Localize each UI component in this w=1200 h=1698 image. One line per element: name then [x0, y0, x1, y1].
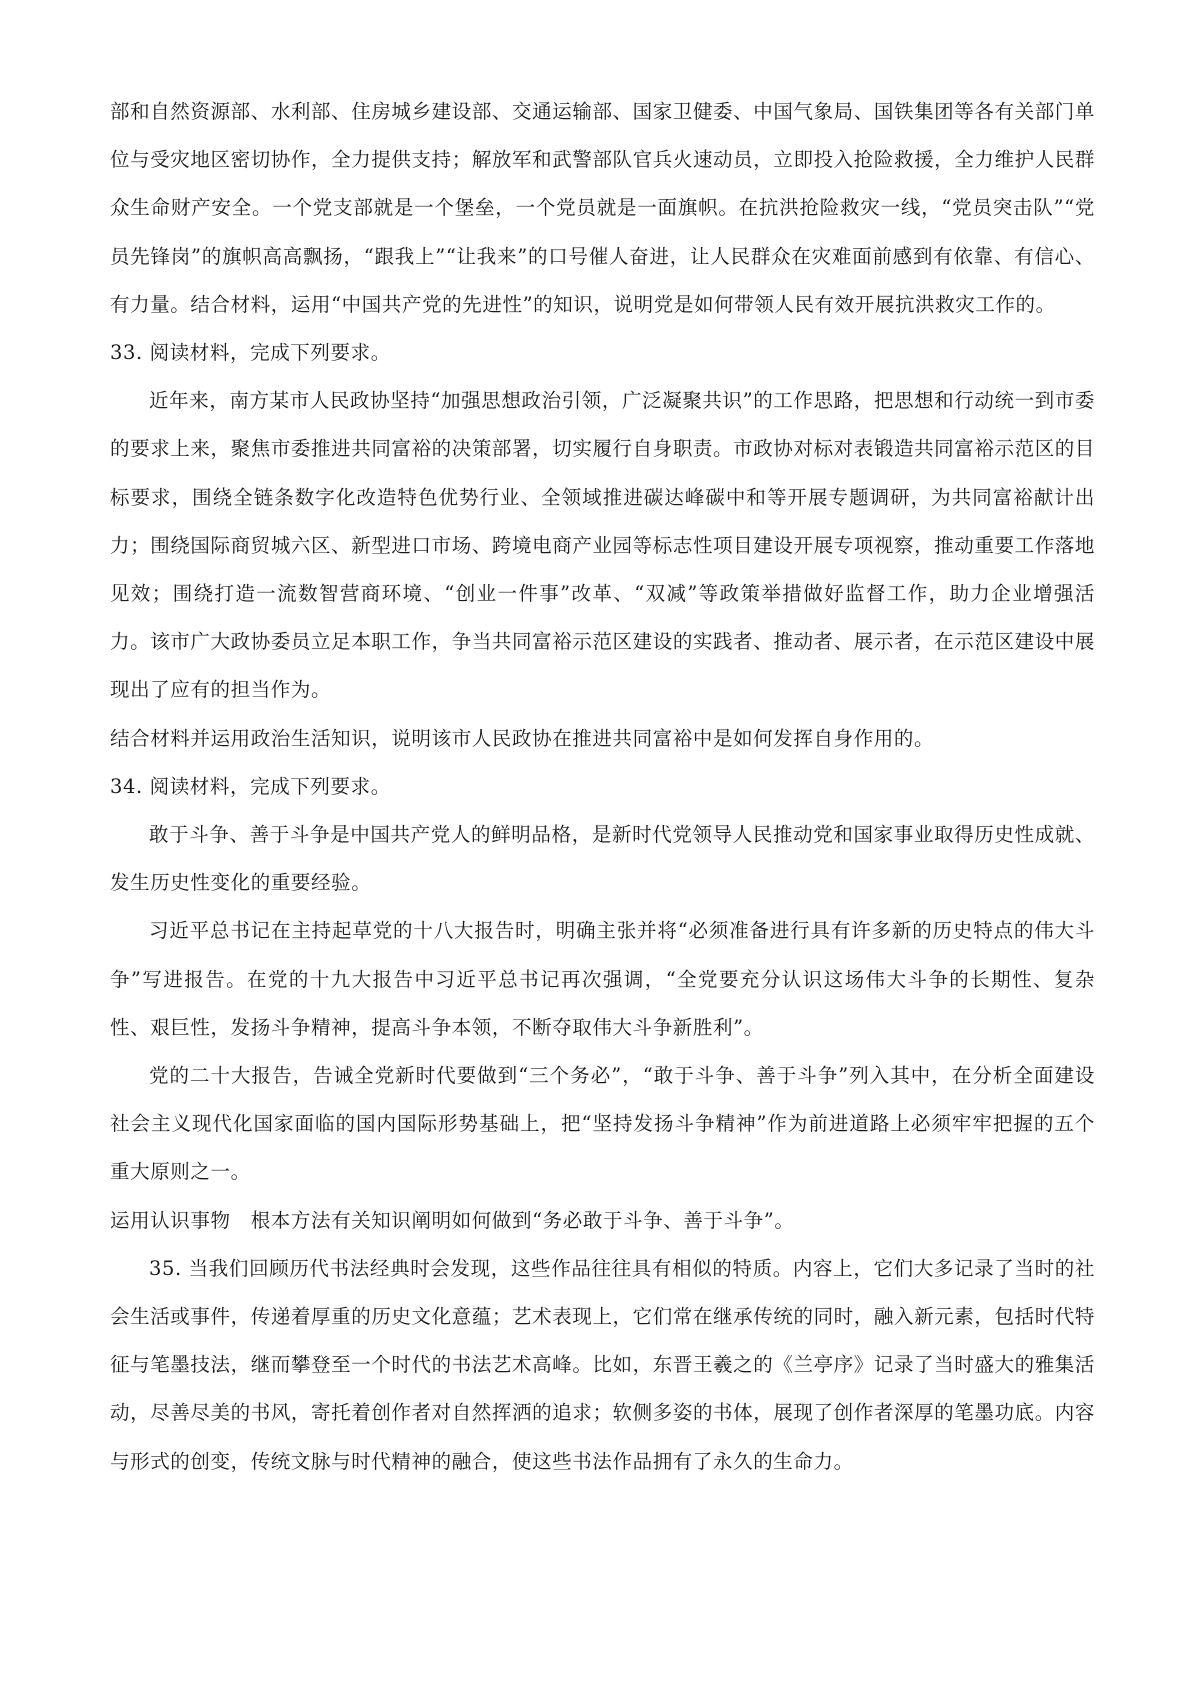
question-34-material-2: 习近平总书记在主持起草党的十八大报告时，明确主张并将“必须准备进行具有许多新的历史特点的伟大斗争”写进报告。在党的十九大报告中习近平总书记再次强调，“全党要充分认识这场伟大斗争的长期性、复杂性、艰巨性，发扬斗争精神，提高斗争本领，不断夺取伟大斗争新胜利”。 — [110, 919, 1095, 1039]
question-32-continuation: 部和自然资源部、水利部、住房城乡建设部、交通运输部、国家卫健委、中国气象局、国铁集团等各有关部门单位与受灾地区密切协作，全力提供支持；解放军和武警部队官兵火速动员，立即投入抢险救援，全力维护人民群众生命财产安全。一个党支部就是一个堡垒，一个党员就是一面旗帜。在抗洪抢险救灾一线，“党员突击队”“党员先锋岗”的旗帜高高飘扬，“跟我上”“让我来”的口号催人奋进，让人民群众在灾难面前感到有依靠、有信心、有力量。结合材料，运用“中国共产党的先进性”的知识，说明党是如何带领人民有效开展抗洪救灾工作的。 — [110, 100, 1095, 316]
question-34-heading: 34. 阅读材料，完成下列要求。 — [110, 774, 391, 798]
exam-page — [110, 88, 1095, 1486]
question-34-material-1: 敢于斗争、善于斗争是中国共产党人的鲜明品格，是新时代党领导人民推动党和国家事业取得历史性成就、发生历史性变化的重要经验。 — [110, 823, 1095, 895]
question-33-material: 近年来，南方某市人民政协坚持“加强思想政治引领，广泛凝聚共识”的工作思路，把思想和行动统一到市委的要求上来，聚焦市委推进共同富裕的决策部署，切实履行自身职责。市政协对标对表锻造共同富裕示范区的目标要求，围绕全链条数字化改造特色优势行业、全领域推进碳达峰碳中和等开展专题调研，为共同富裕献计出力；围绕国际商贸城六区、新型进口市场、跨境电商产业园等标志性项目建设开展专项视察，推动重要工作落地见效；围绕打造一流数智营商环境、“创业一件事”改革、“双减”等政策举措做好监督工作，助力企业增强活力。该市广大政协委员立足本职工作，争当共同富裕示范区建设的实践者、推动者、展示者，在示范区建设中展现出了应有的担当作为。 — [110, 389, 1095, 702]
question-35-text: 35. 当我们回顾历代书法经典时会发现，这些作品往往具有相似的特质。内容上，它们大多记录了当时的社会生活或事件，传递着厚重的历史文化意蕴；艺术表现上，它们常在继承传统的同时，融入新元素，包括时代特征与笔墨技法，继而攀登至一个时代的书法艺术高峰。比如，东晋王羲之的《兰亭序》记录了当时盛大的雅集活动，尽善尽美的书风，寄托着创作者对自然挥洒的追求；软侧多姿的书体，展现了创作者深厚的笔墨功底。内容与形式的创变，传统文脉与时代精神的融合，使这些书法作品拥有了永久的生命力。 — [110, 1256, 1095, 1473]
question-34-prompt: 运用认识事物 根本方法有关知识阐明如何做到“务必敢于斗争、善于斗争”。 — [110, 1208, 795, 1232]
question-33-prompt: 结合材料并运用政治生活知识，说明该市人民政协在推进共同富裕中是如何发挥自身作用的。 — [110, 726, 935, 750]
question-34-material-3: 党的二十大报告，告诫全党新时代要做到“三个务必”，“敢于斗争、善于斗争”列入其中，在分析全面建设社会主义现代化国家面临的国内国际形势基础上，把“坚持发扬斗争精神”作为前进道路上必须牢牢把握的五个重大原则之一。 — [110, 1064, 1095, 1184]
question-33-heading: 33. 阅读材料，完成下列要求。 — [110, 341, 391, 365]
